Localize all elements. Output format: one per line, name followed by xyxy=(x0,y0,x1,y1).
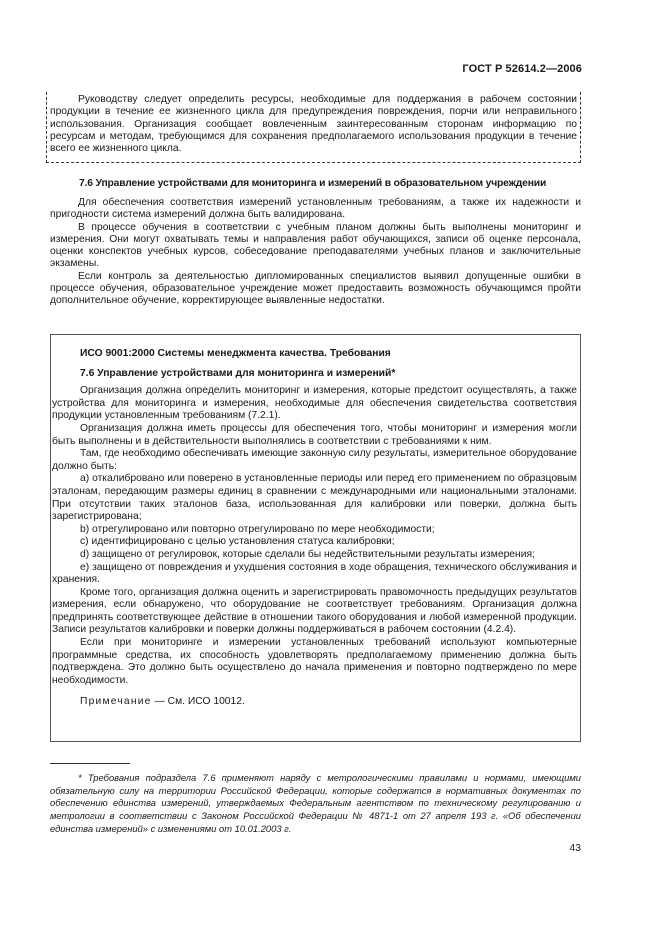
iso-list-item: b) отрегулировано или повторно отрегулировано по мере необходимости; xyxy=(80,523,435,535)
note-label: Примечание xyxy=(80,696,152,708)
section-paragraph: Для обеспечения соответствия измерений установленным требованиям, а также их надежности и пригодности система измерений должна быть валидирована. xyxy=(50,197,581,221)
footnote xyxy=(50,772,581,836)
document-header: ГОСТ Р 52614.2—2006 xyxy=(462,63,582,75)
section-paragraph: В процессе обучения в соответствии с учебным планом должны быть выполнены мониторинг и измерения. Они могут охватывать темы и направления работ обучающихся, записи об оценке персонала, оценки конспектов учебных курсов, собеседование преподавателями учебных планов и заключительные экзамены. xyxy=(50,221,581,270)
footnote-separator xyxy=(50,763,130,764)
iso-list-item: c) идентифицировано с целью установления статуса калибровки; xyxy=(80,536,395,548)
iso-paragraph: Там, где необходимо обеспечивать имеющие законную силу результаты, измерительное оборудование должно быть: xyxy=(52,448,577,472)
iso-heading: ИСО 9001:2000 Системы менеджмента качества. Требования xyxy=(80,348,391,359)
iso-paragraph: Организация должна иметь процессы для обеспечения того, чтобы мониторинг и измерения могли быть выполнены и в действительности выполнялись в соответствии с требованиями к ним. xyxy=(52,422,577,447)
iso-subheading: 7.6 Управление устройствами для мониторинга и измерений* xyxy=(80,367,396,379)
iso-paragraph: Кроме того, организация должна оценить и зарегистрировать правомочность предыдущих результатов измерения, если обнаружено, что оборудование не соответствует требованиям. Организация должна предпринять соответствующее действие в отношении такого оборудования и любой измеренной продукции. Записи результатов калибровки и поверки должны поддерживаться в рабочем состоянии (4.2.4). xyxy=(52,586,577,636)
iso-list-item: e) защищено от повреждения и ухудшения состояния в ходе обращения, технического обслуживания и хранения. xyxy=(52,561,577,586)
section-title: 7.6 Управление устройствами для мониторинга и измерений в образовательном учреждении xyxy=(79,178,547,189)
section-paragraph: Если контроль за деятельностью дипломированных специалистов выявил допущенные ошибки в процессе обучения, образовательное учреждение может предоставить возможность обучающимся пройти дополнительное обучение, корректирующее выявленные недостатки. xyxy=(50,270,581,307)
section-body xyxy=(50,197,581,308)
iso-list-item: a) откалибровано или поверено в установленные периоды или перед его применением по образцовым эталонам, передающим размеры единиц в сравнении с международными или национальными эталонами. При отсутствии таких эталонов база, использованная для калибровки или поверки, должна быть зарегистрирована; xyxy=(52,473,577,523)
iso-paragraph: Организация должна определить мониторинг и измерения, которые предстоит осуществлять, а также устройства для мониторинга и измерения, необходимые для обеспечения свидетельства соответствия продукции установленным требованиям (7.2.1). xyxy=(52,385,577,422)
iso-list-item: d) защищено от регулировок, которые сделали бы недействительными результаты измерения; xyxy=(80,548,535,560)
iso-note xyxy=(80,696,577,709)
footnote-text: * Требования подраздела 7.6 применяют наряду с метрологическими правилами и нормами, имеющими обязательную силу на территории Российской Федерации, которые содержатся в нормативных документах по обеспечению единства измерений, утверждаемых Федеральным агентством по техническому регулированию и метрологии в соответствии с Законом Российской Федерации № 4871-1 от 27 апреля 193 г. «Об обеспечении единства измерений» с изменениями от 10.01.2003 г. xyxy=(50,772,581,834)
note-text: — См. ИСО 10012. xyxy=(151,696,245,708)
page-number: 43 xyxy=(569,843,581,854)
iso-paragraph: Если при мониторинге и измерении установленных требований используют компьютерные программные средства, их способность удовлетворять предполагаемому применению должна быть подтверждена. Это должно быть осуществлено до начала применения и повторно подтверждено по мере необходимости. xyxy=(52,637,577,686)
iso-requirements-content xyxy=(52,348,577,709)
top-box-paragraph: Руководству следует определить ресурсы, необходимые для поддержания в рабочем состоянии продукции в течение ее жизненного цикла для предупреждения повреждения, порчи или неправильного использования. Организация сообщает вовлеченным заинтересованным сторонам информацию по ресурсам и методам, требующимся для сохранения предполагаемого использования продукции в течение всего ее жизненного цикла. xyxy=(50,94,577,155)
top-box-text xyxy=(50,94,577,155)
